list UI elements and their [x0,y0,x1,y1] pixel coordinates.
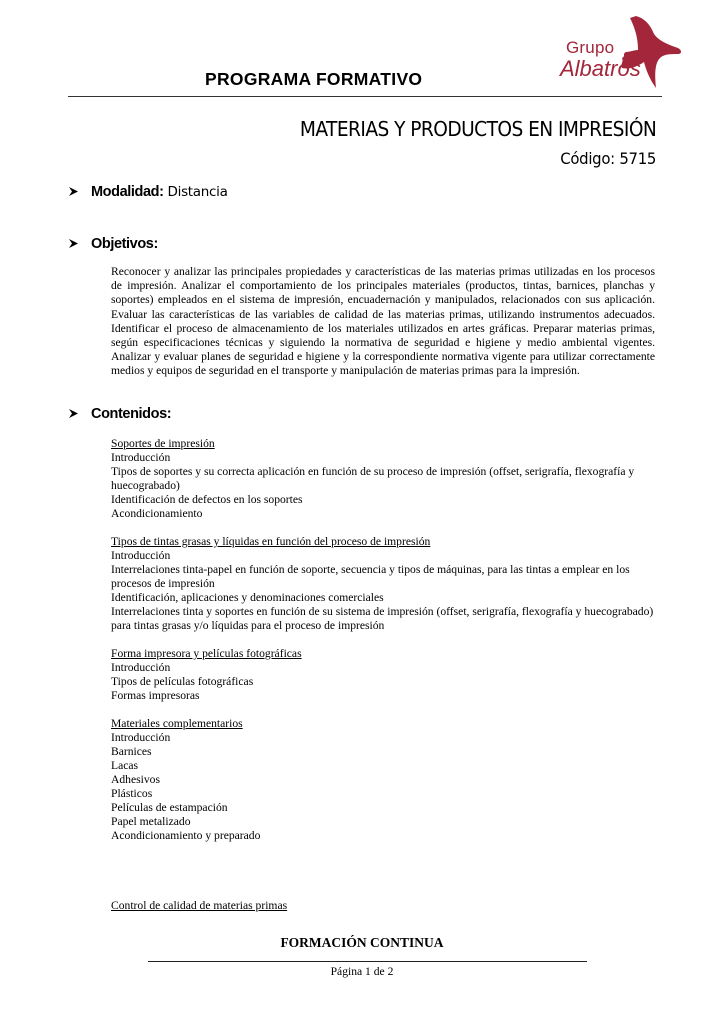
content-item: Acondicionamiento [111,507,203,520]
content-item: Tipos de soportes y su correcta aplicación en función de su proceso de impresión (offset, serigrafía, flexografía y huecograbado) [111,465,635,492]
content-item: Introducción [111,661,171,674]
footer-title-text: FORMACIÓN CONTINUA [280,935,444,950]
footer-divider [148,961,587,962]
content-item: Papel metalizado [111,815,191,828]
content-block-title: Soportes de impresión [111,437,215,450]
section-modalidad [68,184,228,200]
content-item: Lacas [111,759,139,772]
objetivos-label: Objetivos: [91,236,158,252]
contenidos-list [111,437,661,857]
content-block-title: Materiales complementarios [111,717,243,730]
content-item: Identificación, aplicaciones y denominaciones comerciales [111,591,384,604]
header-divider [68,96,662,97]
content-item: Introducción [111,451,171,464]
contenidos-label: Contenidos: [91,406,172,422]
content-item: Formas impresoras [111,689,200,702]
content-block [111,437,661,521]
modalidad-value: Distancia [167,184,228,200]
content-item: Plásticos [111,787,153,800]
grupo-albatros-logo [558,10,688,90]
course-title: MATERIAS Y PRODUCTOS EN IMPRESIÓN [299,117,656,141]
content-item: Tipos de películas fotográficas [111,675,254,688]
content-item: Películas de estampación [111,801,228,814]
content-item: Acondicionamiento y preparado [111,829,261,842]
content-item: Introducción [111,549,171,562]
course-code: Código: 5715 [560,149,656,168]
content-block-title: Tipos de tintas grasas y líquidas en función del proceso de impresión [111,535,431,548]
albatross-bird-icon [616,10,686,90]
content-item: Introducción [111,731,171,744]
page-number: Página 1 de 2 [330,965,394,978]
modalidad-label: Modalidad: [91,184,164,200]
logo-text-grupo: Grupo [566,38,615,57]
content-block [111,535,661,633]
arrow-bullet-icon [68,184,91,199]
content-item: Identificación de defectos en los soportes [111,493,303,506]
content-item: Barnices [111,745,152,758]
content-item: Adhesivos [111,773,160,786]
content-block [111,647,661,703]
objetivos-text: Reconocer y analizar las principales propiedades y características de las materias primas utilizadas en los procesos de impresión. Analizar el comportamiento de los principales materiales (productos, tintas, barnices, planchas y soportes) empleados en el sistema de impresión, encuadernación y manipulados, relacionados con sus aplicación. Evaluar las características de las variables de calidad de las materias primas, utilizando instrumentos adecuados. Identificar el proceso de almacenamiento de los materiales utilizados en artes gráficas. Preparar materias primas, según especificaciones técnicas y siguiendo la normativa de seguridad e higiene y medio ambiental vigentes. Analizar y evaluar planes de seguridad e higiene y la correspondiente normativa vigente para utilizar correctamente medios y equipos de seguridad en el transporte y manipulación de materias primas para la impresión. [111,265,655,378]
logo-text-albatros: Albatros [560,56,641,81]
section-contenidos [68,406,171,422]
content-block-title: Forma impresora y películas fotográficas [111,647,302,660]
footer-title [0,935,724,951]
content-block [111,717,661,843]
content-item: Interrelaciones tinta y soportes en función de su sistema de impresión (offset, serigrafía, flexografía y huecograbado) para tintas grasas y/o líquidas para el proceso de impresión [111,605,654,632]
content-item: Interrelaciones tinta-papel en función de soporte, secuencia y tipos de máquinas, para las tintas a emplear en los procesos de impresión [111,563,630,590]
content-block-title: Control de calidad de materias primas [111,899,288,912]
program-title: PROGRAMA FORMATIVO [205,69,423,89]
section-objetivos [68,236,158,252]
arrow-bullet-icon [68,406,91,421]
arrow-bullet-icon [68,236,91,251]
